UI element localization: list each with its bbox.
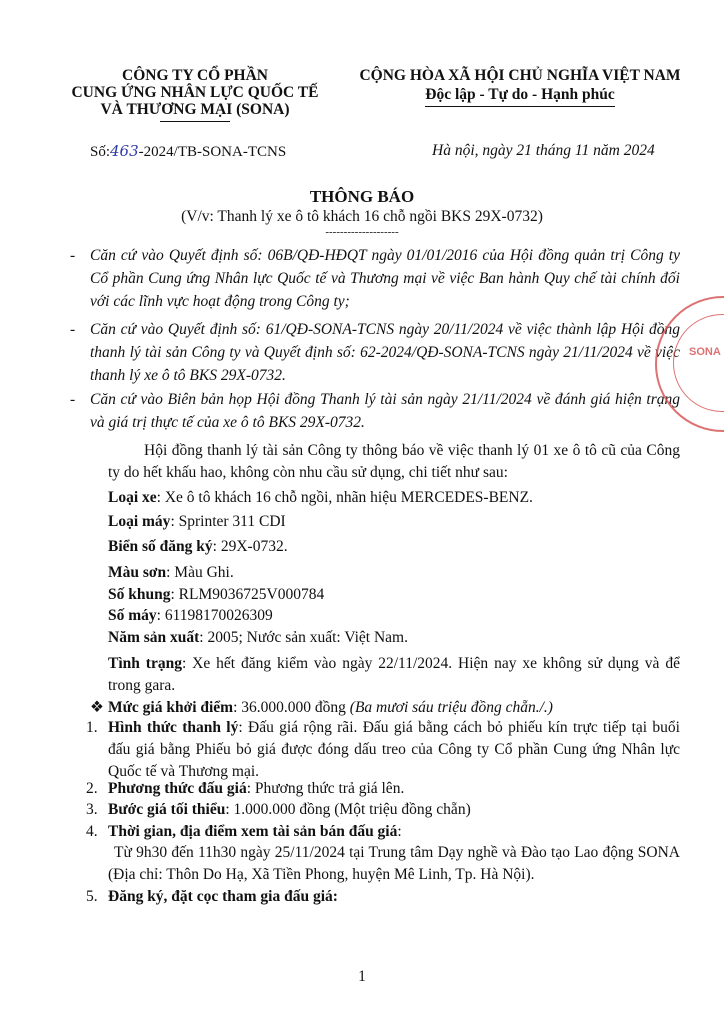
title-block bbox=[0, 187, 724, 238]
basis-item-1 bbox=[70, 244, 680, 313]
stamp-inner-ring bbox=[673, 314, 724, 412]
item-4 bbox=[86, 821, 680, 843]
field-label: Loại máy bbox=[108, 513, 171, 530]
field-value: : Xe ô tô khách 16 chỗ ngồi, nhãn hiệu MERCEDES-BENZ. bbox=[156, 489, 533, 506]
field-value: : Xe hết đăng kiểm vào ngày 22/11/2024. Hiện nay xe không sử dụng và để trong gara. bbox=[108, 655, 680, 694]
motto-underline bbox=[425, 106, 615, 107]
basis-marker: - bbox=[70, 321, 76, 338]
basis-text-1: Căn cứ vào Quyết định số: 06B/QĐ-HĐQT ngày 01/01/2016 của Hội đồng quản trị Công ty Cổ phần Cung ứng Nhân lực Quốc tế và Thương mại về việc Ban hành Quy chế tài chính đối với các lĩnh vực hoạt động trong Công ty; bbox=[90, 247, 680, 310]
item-text: : bbox=[397, 823, 402, 840]
field-vehicle-type bbox=[108, 487, 680, 509]
basis-text-2: Căn cứ vào Quyết định số: 61/QĐ-SONA-TCNS ngày 20/11/2024 về việc thành lập Hội đồng thanh lý tài sản Công ty và Quyết định số: 62-2024/QĐ-SONA-TCNS ngày 21/11/2024 về việc thanh lý xe ô tô BKS 29X-0732. bbox=[90, 321, 680, 384]
item-number: 1. bbox=[86, 719, 98, 736]
country-line-2: Độc lập - Tự do - Hạnh phúc bbox=[425, 86, 615, 103]
item-label: Đăng ký, đặt cọc tham gia đấu giá: bbox=[108, 888, 338, 905]
item-number: 4. bbox=[86, 823, 98, 840]
item-number: 2. bbox=[86, 780, 98, 797]
viewing-detail: Từ 9h30 đến 11h30 ngày 25/11/2024 tại Trung tâm Dạy nghề và Đào tạo Lao động SONA (Địa chỉ: Thôn Do Hạ, Xã Tiền Phong, huyện Mê Linh, Tp. Hà Nội). bbox=[108, 844, 680, 883]
field-plate-number bbox=[108, 536, 680, 558]
item-label: Bước giá tối thiểu bbox=[108, 801, 226, 818]
basis-item-3 bbox=[70, 388, 680, 434]
item-number: 3. bbox=[86, 801, 98, 818]
place-date: Hà nội, ngày 21 tháng 11 năm 2024 bbox=[432, 142, 655, 159]
price-label: Mức giá khởi điểm bbox=[108, 699, 234, 716]
field-label: Tình trạng bbox=[108, 655, 182, 672]
company-line-3: VÀ THƯƠNG MẠI (SONA) bbox=[100, 101, 290, 118]
intro-paragraph: Hội đồng thanh lý tài sản Công ty thông báo về việc thanh lý 01 xe ô tô cũ của Công ty do hết khấu hao, không còn nhu cầu sử dụng, chi tiết như sau: bbox=[108, 442, 680, 481]
item-label: Hình thức thanh lý bbox=[108, 719, 239, 736]
item-label: Thời gian, địa điểm xem tài sản bán đấu giá bbox=[108, 823, 398, 840]
page-title: THÔNG BÁO bbox=[309, 187, 415, 206]
national-header bbox=[350, 67, 690, 107]
field-label: Số khung bbox=[108, 586, 171, 603]
item-number: 5. bbox=[86, 888, 98, 905]
item-label: Phương thức đấu giá bbox=[108, 780, 247, 797]
item-text: : 1.000.000 đồng (Một triệu đồng chẵn) bbox=[225, 801, 471, 818]
field-condition bbox=[108, 653, 680, 697]
field-engine-number bbox=[108, 605, 680, 627]
doc-number-suffix: -2024/TB-SONA-TCNS bbox=[138, 144, 287, 160]
title-separator: -------------------- bbox=[325, 226, 399, 238]
field-value: : Màu Ghi. bbox=[166, 564, 234, 581]
field-chassis-number bbox=[108, 584, 680, 606]
item-1 bbox=[86, 717, 680, 783]
stamp-text: SONA bbox=[689, 346, 721, 358]
field-label: Năm sản xuất bbox=[108, 629, 200, 646]
item-text: : Đấu giá rộng rãi. Đấu giá bằng cách bỏ phiếu kín trực tiếp tại buổi đấu giá bằng Phiếu bỏ giá được đóng dấu treo của Công ty Cổ phần Cung ứng Nhân lực Quốc tế và Thương mại. bbox=[108, 719, 680, 780]
field-value: : RLM9036725V000784 bbox=[170, 586, 325, 603]
company-line-2: CUNG ỨNG NHÂN LỰC QUỐC TẾ bbox=[71, 84, 319, 101]
field-value: : 29X-0732. bbox=[212, 538, 288, 555]
doc-number-handwritten: 463 bbox=[110, 142, 139, 160]
page-number: 1 bbox=[358, 968, 366, 985]
field-value: : Sprinter 311 CDI bbox=[170, 513, 286, 530]
field-manufacture-year bbox=[108, 627, 680, 649]
field-label: Biển số đăng ký bbox=[108, 538, 213, 555]
field-paint-color bbox=[108, 562, 680, 584]
field-label: Màu sơn bbox=[108, 564, 167, 581]
company-line-1: CÔNG TY CỔ PHẦN bbox=[122, 67, 268, 84]
item-3 bbox=[86, 799, 680, 821]
item-5 bbox=[86, 886, 680, 908]
field-label: Số máy bbox=[108, 607, 157, 624]
item-text: : Phương thức trả giá lên. bbox=[246, 780, 405, 797]
basis-marker: - bbox=[70, 391, 76, 408]
country-line-1: CỘNG HÒA XÃ HỘI CHỦ NGHĨA VIỆT NAM bbox=[359, 67, 681, 84]
diamond-bullet-icon: ❖ bbox=[90, 699, 104, 716]
basis-text-3: Căn cứ vào Biên bản họp Hội đồng Thanh lý tài sản ngày 21/11/2024 về đánh giá hiện trạng và giá trị thực tế của xe ô tô BKS 29X-0732. bbox=[90, 391, 680, 431]
doc-number bbox=[90, 142, 286, 161]
basis-item-2 bbox=[70, 318, 680, 387]
company-underline bbox=[160, 121, 230, 122]
price-value: : 36.000.000 đồng bbox=[233, 699, 350, 716]
page-subtitle: (V/v: Thanh lý xe ô tô khách 16 chỗ ngồi BKS 29X-0732) bbox=[181, 208, 543, 225]
field-engine-type bbox=[108, 511, 680, 533]
doc-number-prefix: Số: bbox=[90, 144, 111, 160]
starting-price bbox=[90, 697, 690, 719]
field-value: : 61198170026309 bbox=[156, 607, 273, 624]
price-words: (Ba mươi sáu triệu đồng chẵn./.) bbox=[349, 699, 553, 716]
field-label: Loại xe bbox=[108, 489, 157, 506]
item-2 bbox=[86, 778, 680, 800]
field-value: : 2005; Nước sản xuất: Việt Nam. bbox=[199, 629, 408, 646]
company-header bbox=[60, 67, 330, 122]
basis-marker: - bbox=[70, 247, 76, 264]
